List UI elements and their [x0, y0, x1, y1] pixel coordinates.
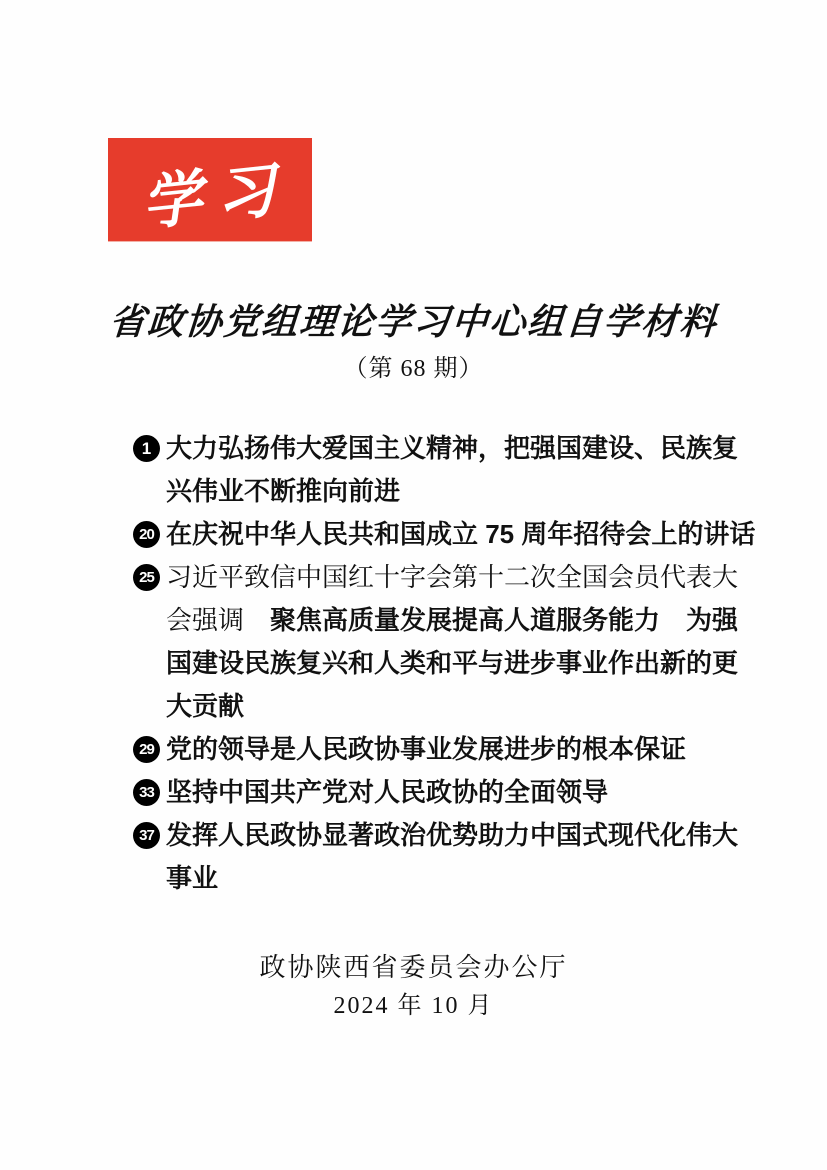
page-number-badge: 1 [133, 435, 160, 462]
page-number-badge: 29 [133, 736, 160, 763]
toc-item [133, 814, 763, 900]
toc-item-title: 在庆祝中华人民共和国成立 75 周年招待会上的讲话 [166, 519, 756, 549]
toc-item-title: 大力弘扬伟大爱国主义精神，把强国建设、民族复兴伟业不断推向前进 [166, 433, 739, 506]
toc-item-title: 坚持中国共产党对人民政协的全面领导 [166, 777, 609, 807]
page-number-badge: 25 [133, 564, 160, 591]
table-of-contents [133, 427, 763, 900]
page-number-badge: 33 [133, 779, 160, 806]
toc-item [133, 556, 763, 728]
masthead-banner [108, 138, 312, 241]
toc-item-title: 发挥人民政协显著政治优势助力中国式现代化伟大事业 [166, 820, 739, 893]
issue-number: （第 68 期） [343, 356, 484, 382]
masthead-calligraphy-text: 学习 [138, 153, 293, 239]
page-title: 省政协党组理论学习中心组自学材料 [108, 301, 719, 343]
toc-item [133, 771, 763, 814]
toc-item [133, 427, 763, 513]
toc-item [133, 728, 763, 771]
toc-item [133, 513, 763, 556]
toc-item-title: 党的领导是人民政协事业发展进步的根本保证 [166, 734, 687, 764]
page-number-badge: 20 [133, 521, 160, 548]
toc-item-title-emphasis: 聚焦高质量发展提高人道服务能力 为强国建设民族复兴和人类和平与进步事业作出新的更大贡献 [166, 605, 739, 721]
issuing-organization: 政协陕西省委员会办公厅 [259, 953, 568, 982]
issue-date: 2024 年 10 月 [333, 993, 494, 1019]
toc-item-title-lead: 习近平致信中国红十字会第十二次全国会员代表大会强调 [166, 563, 739, 635]
page-number-badge: 37 [133, 822, 160, 849]
